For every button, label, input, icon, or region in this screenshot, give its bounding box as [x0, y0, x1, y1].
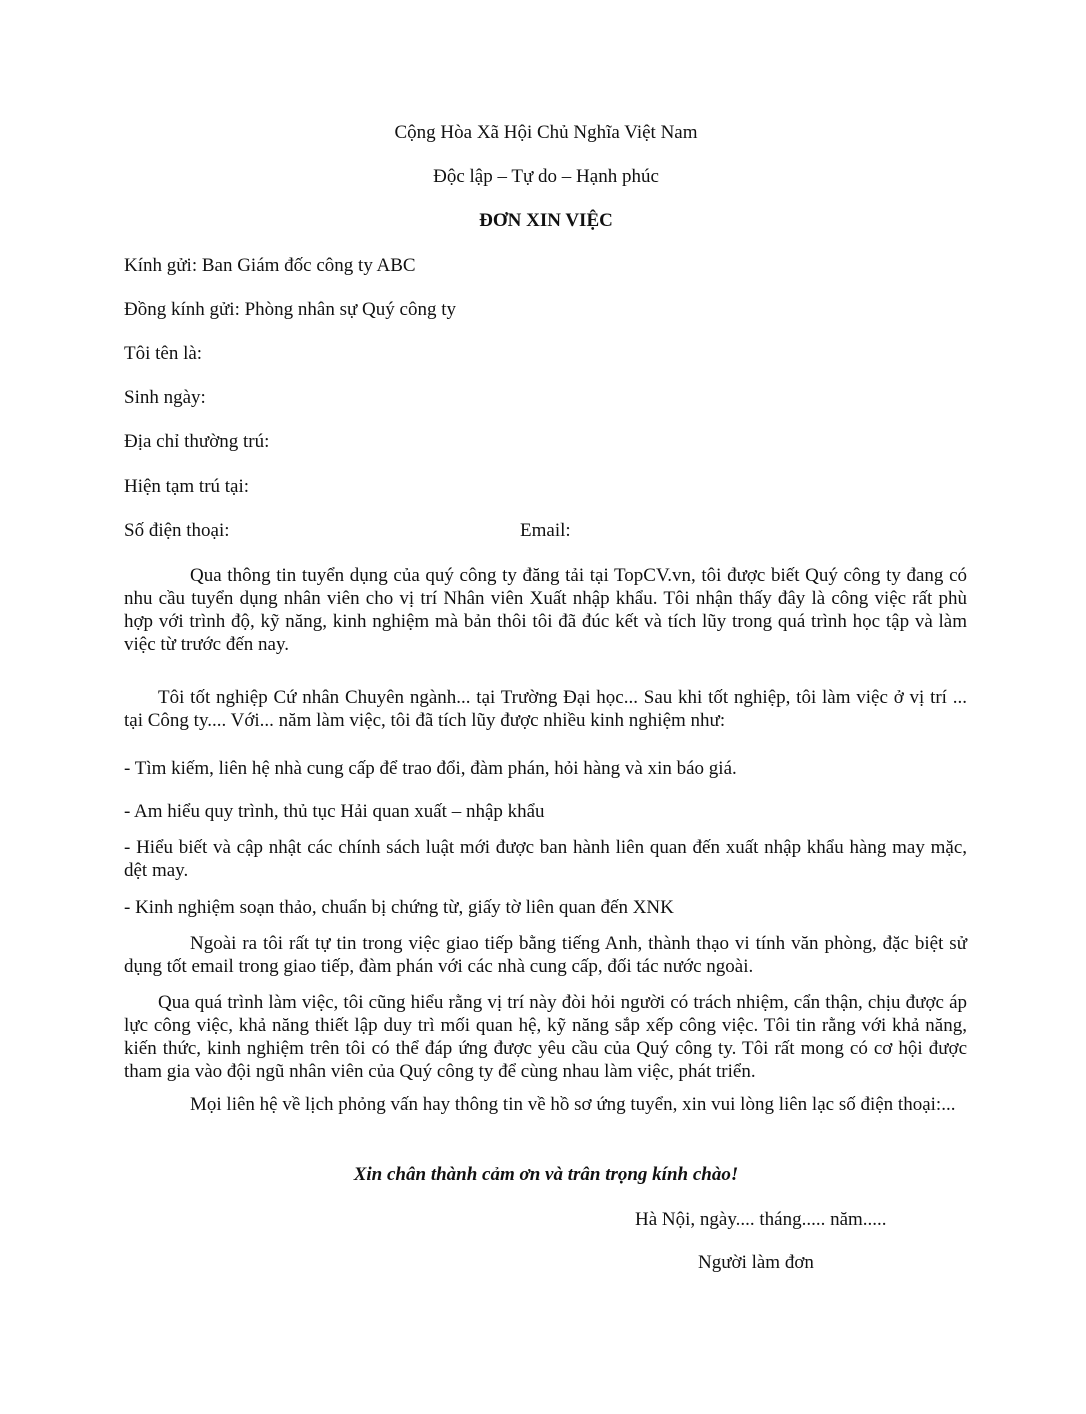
national-title: Cộng Hòa Xã Hội Chủ Nghĩa Việt Nam [394, 122, 698, 143]
field-phone-label: Số điện thoại: [124, 520, 230, 541]
field-temporary-address-label: Hiện tạm trú tại: [124, 476, 250, 497]
education-paragraph: Tôi tốt nghiệp Cứ nhân Chuyên ngành... tại Trường Đại học... Sau khi tốt nghiệp, tôi làm việc ở vị trí ... tại Công ty.... Với... năm làm việc, tôi đã tích lũy được nhiều kinh nghiệm như: [124, 687, 967, 731]
place-date-line: Hà Nội, ngày.... tháng..... năm..... [635, 1209, 887, 1230]
experience-item: - Hiểu biết và cập nhật các chính sách luật mới được ban hành liên quan đến xuất nhập khẩu hàng may mặc, dệt may. [124, 837, 967, 881]
recipient-line: Kính gửi: Ban Giám đốc công ty ABC [124, 255, 416, 276]
commitment-paragraph: Qua quá trình làm việc, tôi cũng hiểu rằng vị trí này đòi hỏi người có trách nhiệm, cẩn thận, chịu được áp lực công việc, khả năng thiết lập duy trì mối quan hệ, kỹ năng sắp xếp công việc. Tôi tin rằng với khả năng, kiến thức, kinh nghiệm trên tôi có thể đáp ứng được yêu cầu của Quý công ty. Tôi rất mong có cơ hội được tham gia vào đội ngũ nhân viên của Quý công ty để cùng nhau làm việc, phát triển. [124, 992, 967, 1082]
contact-paragraph: Mọi liên hệ về lịch phỏng vấn hay thông tin về hồ sơ ứng tuyển, xin vui lòng liên lạc số điện thoại:... [190, 1094, 956, 1115]
intro-paragraph: Qua thông tin tuyển dụng của quý công ty đăng tải tại TopCV.vn, tôi được biết Quý công ty đang có nhu cầu tuyển dụng nhân viên cho vị trí Nhân viên Xuất nhập khẩu. Tôi nhận thấy đây là công việc rất phù hợp với trình độ, kỹ năng, kinh nghiệm mà bản thôi tôi đã đúc kết và tích lũy trong quá trình học tập và làm việc từ trước đến nay. [124, 565, 967, 655]
field-name-label: Tôi tên là: [124, 343, 203, 364]
cc-recipient-line: Đồng kính gửi: Phòng nhân sự Quý công ty [124, 299, 456, 320]
field-permanent-address-label: Địa chỉ thường trú: [124, 431, 270, 452]
signer-label: Người làm đơn [698, 1252, 814, 1273]
closing-line: Xin chân thành cảm ơn và trân trọng kính chào! [353, 1164, 739, 1185]
document-title: ĐƠN XIN VIỆC [479, 210, 613, 231]
experience-item: - Am hiểu quy trình, thủ tục Hải quan xuất – nhập khẩu [124, 801, 545, 822]
skills-paragraph: Ngoài ra tôi rất tự tin trong việc giao tiếp bằng tiếng Anh, thành thạo vi tính văn phòng, đặc biệt sử dụng tốt email trong giao tiếp, đàm phán với các nhà cung cấp, đối tác nước ngoài. [124, 933, 967, 977]
experience-item: - Tìm kiếm, liên hệ nhà cung cấp để trao đổi, đàm phán, hỏi hàng và xin báo giá. [124, 758, 737, 779]
experience-item: - Kinh nghiệm soạn thảo, chuẩn bị chứng từ, giấy tờ liên quan đến XNK [124, 897, 674, 918]
field-email-label: Email: [520, 520, 571, 541]
field-dob-label: Sinh ngày: [124, 387, 206, 408]
motto: Độc lập – Tự do – Hạnh phúc [433, 166, 659, 187]
